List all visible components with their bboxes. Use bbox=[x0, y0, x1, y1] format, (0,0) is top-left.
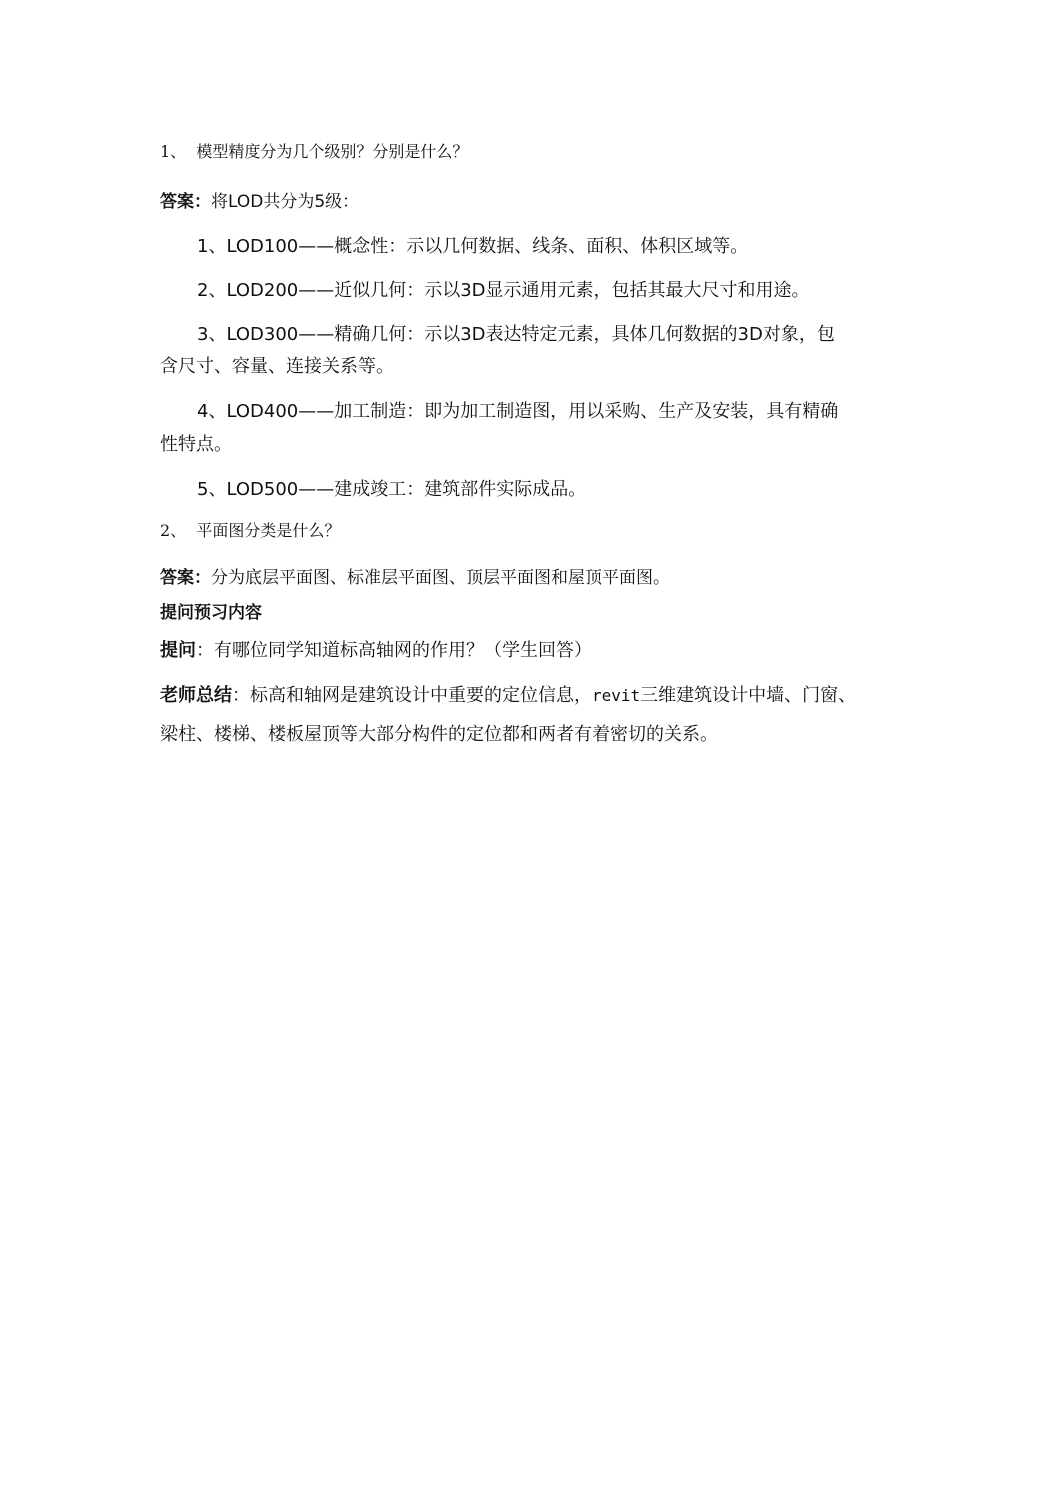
question-prompt-text: ：有哪位同学知道标高轴网的作用？（学生回答） bbox=[196, 640, 592, 661]
lod-item-4-continuation: 性特点。 bbox=[160, 434, 232, 455]
lod-item-number: 2、 bbox=[197, 280, 227, 301]
question-1 bbox=[160, 141, 468, 163]
lod-item-code: LOD200 bbox=[226, 280, 299, 301]
question-1-number: 1、 bbox=[160, 142, 187, 161]
lod-item-text: 近似几何：示以3D显示通用元素，包括其最大尺寸和用途。 bbox=[334, 280, 810, 301]
answer-1-intro-text: 将LOD共分为5级： bbox=[211, 192, 360, 212]
question-1-text: 模型精度分为几个级别？分别是什么？ bbox=[196, 142, 469, 161]
lod-item-text: 加工制造：即为加工制造图，用以采购、生产及安装，具有精确 bbox=[334, 401, 839, 422]
lod-item-number: 5、 bbox=[197, 479, 227, 500]
lod-item-text: 建成竣工：建筑部件实际成品。 bbox=[334, 479, 587, 500]
answer-2 bbox=[160, 567, 670, 589]
question-2-number: 2、 bbox=[160, 521, 187, 540]
lod-item-1 bbox=[197, 236, 748, 258]
preview-heading: 提问预习内容 bbox=[160, 603, 262, 623]
lod-item-number: 4、 bbox=[197, 401, 227, 422]
teacher-summary bbox=[160, 685, 856, 707]
question-prompt bbox=[160, 640, 592, 662]
teacher-summary-code: revit bbox=[592, 686, 641, 705]
answer-1-label: 答案： bbox=[160, 192, 211, 212]
lod-item-3 bbox=[197, 324, 835, 346]
lod-item-code: LOD400 bbox=[226, 401, 299, 422]
lod-item-dash: —— bbox=[298, 280, 335, 301]
lod-item-text: 概念性：示以几何数据、线条、面积、体积区域等。 bbox=[334, 236, 749, 257]
lod-item-number: 3、 bbox=[197, 324, 227, 345]
lod-item-dash: —— bbox=[298, 401, 335, 422]
teacher-summary-text-2: 三维建筑设计中墙、门窗、 bbox=[640, 685, 857, 706]
lod-item-code: LOD300 bbox=[226, 324, 299, 345]
lod-item-code: LOD100 bbox=[226, 236, 299, 257]
lod-item-text: 精确几何：示以3D表达特定元素，具体几何数据的3D对象，包 bbox=[334, 324, 835, 345]
question-2-text: 平面图分类是什么？ bbox=[196, 521, 341, 540]
lod-item-dash: —— bbox=[298, 236, 335, 257]
teacher-summary-label: 老师总结 bbox=[160, 685, 232, 706]
question-2 bbox=[160, 520, 340, 542]
lod-item-5 bbox=[197, 479, 586, 501]
lod-item-2 bbox=[197, 280, 810, 302]
lod-item-dash: —— bbox=[298, 479, 335, 500]
lod-item-dash: —— bbox=[298, 324, 335, 345]
lod-item-3-continuation: 含尺寸、容量、连接关系等。 bbox=[160, 356, 394, 377]
lod-item-number: 1、 bbox=[197, 236, 227, 257]
lod-item-4 bbox=[197, 401, 838, 423]
answer-2-text: 分为底层平面图、标准层平面图、顶层平面图和屋顶平面图。 bbox=[211, 568, 670, 588]
answer-2-label: 答案： bbox=[160, 568, 211, 588]
teacher-summary-line-2: 梁柱、楼梯、楼板屋顶等大部分构件的定位都和两者有着密切的关系。 bbox=[160, 724, 718, 745]
lod-item-code: LOD500 bbox=[226, 479, 299, 500]
question-prompt-label: 提问 bbox=[160, 640, 196, 661]
teacher-summary-text-1: ：标高和轴网是建筑设计中重要的定位信息， bbox=[232, 685, 592, 706]
answer-1-intro bbox=[160, 191, 359, 213]
